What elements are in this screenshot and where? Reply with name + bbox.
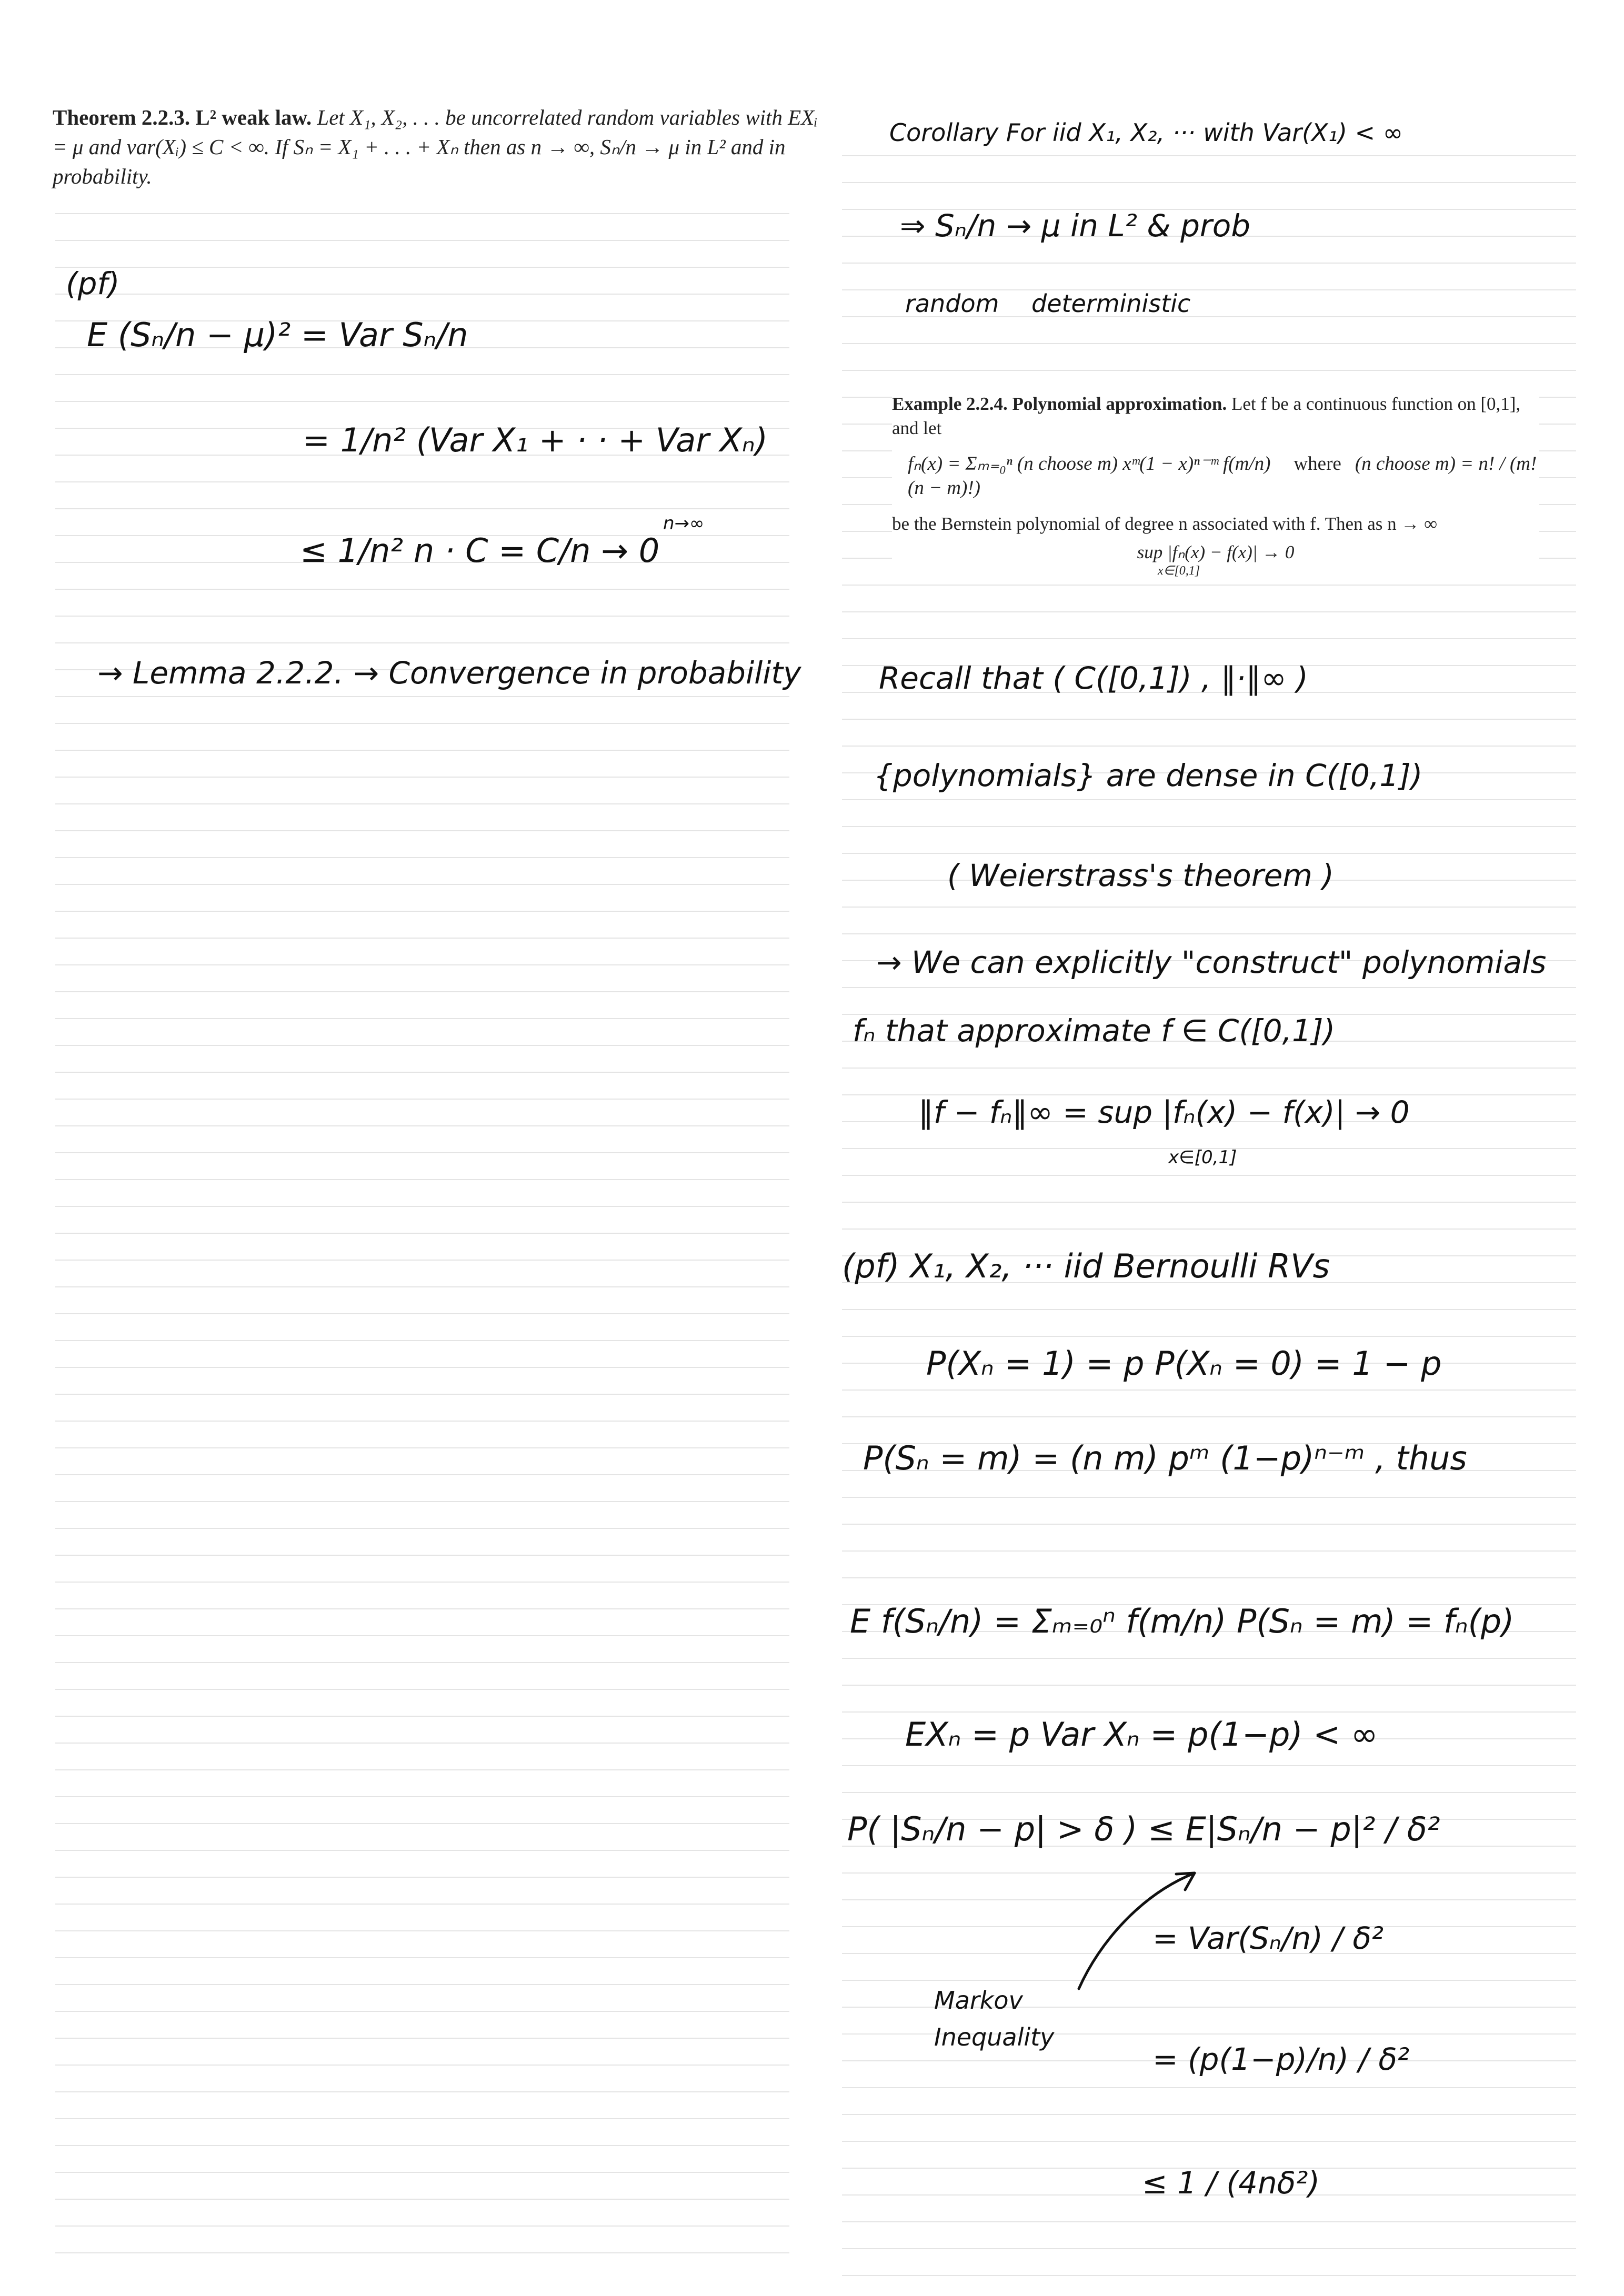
ruled-line	[55, 1018, 789, 1019]
ruled-line	[55, 401, 789, 402]
ruled-line	[842, 1765, 1576, 1766]
deterministic-label: deterministic	[1031, 289, 1191, 318]
ruled-line	[842, 1309, 1576, 1310]
ruled-line	[55, 1447, 789, 1448]
ruled-line	[55, 1877, 789, 1878]
ruled-line	[55, 1179, 789, 1180]
weierstrass-line: ( Weierstrass's theorem )	[947, 858, 1334, 893]
bernstein-definition: fₙ(x) = Σₘ₌₀ⁿ (n choose m) xᵐ(1 − x)ⁿ⁻ᵐ f(m/n)	[908, 453, 1271, 475]
ruled-line	[55, 1608, 789, 1609]
ruled-line	[842, 1792, 1576, 1793]
ruled-line	[55, 1850, 789, 1851]
ruled-line	[55, 2225, 789, 2227]
ruled-line	[842, 933, 1576, 934]
ruled-line	[55, 2199, 789, 2200]
density-line: {polynomials} are dense in C([0,1])	[874, 758, 1423, 793]
variance-sum-line: = 1/n² (Var X₁ + · · + Var Xₙ)	[303, 421, 768, 459]
bound-line: ≤ 1/n² n · C = C/n → 0	[300, 531, 660, 570]
theorem-heading: Theorem 2.2.3. L² weak law.	[53, 105, 312, 129]
variance-over-delta-line: = Var(Sₙ/n) / δ²	[1152, 1920, 1384, 1956]
ruled-line	[55, 2172, 789, 2173]
ruled-line	[55, 1313, 789, 1314]
ruled-line	[55, 1662, 789, 1663]
ruled-line	[842, 638, 1576, 639]
ruled-line	[55, 2091, 789, 2092]
ruled-line	[55, 1743, 789, 1744]
ruled-line	[842, 370, 1576, 371]
ruled-line	[55, 1555, 789, 1556]
ruled-line	[55, 1394, 789, 1395]
ruled-line	[842, 263, 1576, 264]
ruled-line	[842, 2114, 1576, 2115]
expectation-variance-line: E (Sₙ/n − μ)² = Var Sₙ/n	[87, 316, 468, 354]
sup-subscript: x∈[0,1]	[1157, 564, 1200, 578]
ruled-line	[55, 1716, 789, 1717]
ruled-line	[842, 2221, 1576, 2222]
ruled-line	[842, 853, 1576, 854]
ruled-line	[55, 1823, 789, 1824]
corollary-line: Corollary For iid X₁, X₂, ··· with Var(X₁) < ∞	[889, 118, 1404, 147]
approximate-line: fₙ that approximate f ∈ C([0,1])	[853, 1013, 1336, 1049]
ruled-line	[55, 1125, 789, 1126]
ruled-line	[842, 746, 1576, 747]
ruled-line	[842, 343, 1576, 344]
ruled-line	[55, 508, 789, 509]
binomial-definition: (n choose m) = n! / (m!(n − m)!)	[908, 453, 1537, 499]
example-heading: Example 2.2.4. Polynomial approximation.	[892, 394, 1227, 414]
ruled-line	[55, 2011, 789, 2012]
ruled-line	[55, 1367, 789, 1368]
random-label: random	[905, 289, 999, 318]
final-bound-line: ≤ 1 / (4nδ²)	[1142, 2165, 1320, 2201]
example-intro: Let f be a continuous function on [0,1], and let	[892, 394, 1521, 438]
binomial-distribution-line: P(Sₙ = m) = (n m) pᵐ (1−p)ⁿ⁻ᵐ , thus	[863, 1439, 1467, 1477]
theorem-box	[53, 103, 821, 191]
ruled-line	[55, 1421, 789, 1422]
ruled-line	[842, 1550, 1576, 1552]
ruled-line	[55, 1206, 789, 1207]
markov-label-2: Inequality	[934, 2023, 1055, 2051]
ruled-line	[55, 1072, 789, 1073]
where-word: where	[1294, 453, 1341, 475]
ruled-line	[55, 1582, 789, 1583]
sup-norm-line: ‖f − fₙ‖∞ = sup |fₙ(x) − f(x)| → 0	[918, 1094, 1410, 1130]
ruled-line	[55, 589, 789, 590]
proof-marker: (pf)	[66, 266, 120, 301]
ruled-line	[55, 938, 789, 939]
limit-annotation: n→∞	[663, 513, 705, 534]
ruled-line	[842, 1175, 1576, 1176]
ruled-line	[55, 642, 789, 643]
bernstein-formula	[908, 452, 1539, 500]
ruled-line	[55, 991, 789, 992]
ruled-line	[55, 2065, 789, 2066]
ruled-line	[55, 374, 789, 375]
ruled-line	[55, 723, 789, 724]
ruled-line	[55, 830, 789, 831]
ruled-line	[842, 2141, 1576, 2142]
ruled-line	[842, 1497, 1576, 1498]
ruled-line	[842, 1524, 1576, 1525]
ruled-line	[55, 777, 789, 778]
mean-variance-line: EXₙ = p Var Xₙ = p(1−p) < ∞	[905, 1715, 1378, 1754]
construct-line: → We can explicitly "construct" polynomials	[876, 944, 1547, 980]
ruled-line	[55, 616, 789, 617]
ruled-line	[842, 1202, 1576, 1203]
ruled-line	[55, 213, 789, 214]
ruled-line	[55, 1930, 789, 1931]
ruled-line	[55, 1474, 789, 1475]
ruled-line	[55, 696, 789, 697]
convergence-line: ⇒ Sₙ/n → μ in L² & prob	[900, 208, 1251, 244]
ruled-line	[842, 155, 1576, 156]
ruled-line	[842, 826, 1576, 827]
bernoulli-variance-line: = (p(1−p)/n) / δ²	[1152, 2041, 1410, 2077]
ruled-line	[55, 884, 789, 885]
bernoulli-probabilities: P(Xₙ = 1) = p P(Xₙ = 0) = 1 − p	[926, 1344, 1442, 1383]
ruled-line	[55, 2252, 789, 2253]
ruled-line	[842, 2248, 1576, 2249]
example-conclusion: be the Bernstein polynomial of degree n associated with f. Then as n → ∞	[892, 513, 1438, 534]
ruled-line	[842, 1389, 1576, 1391]
markov-bound-line: P( |Sₙ/n − p| > δ ) ≤ E|Sₙ/n − p|² / δ²	[847, 1810, 1440, 1848]
ruled-line	[55, 2145, 789, 2146]
example-box	[892, 392, 1539, 577]
recall-line: Recall that ( C([0,1]) , ‖·‖∞ )	[879, 660, 1308, 696]
ruled-line	[842, 799, 1576, 800]
markov-label-1: Markov	[934, 1986, 1023, 2015]
ruled-line	[842, 719, 1576, 720]
ruled-line	[842, 1068, 1576, 1069]
ruled-line	[55, 240, 789, 241]
ruled-line	[842, 1658, 1576, 1659]
ruled-line	[55, 1689, 789, 1690]
ruled-line	[55, 1260, 789, 1261]
ruled-line	[55, 481, 789, 482]
ruled-line	[55, 1635, 789, 1636]
ruled-line	[55, 803, 789, 804]
ruled-line	[55, 1796, 789, 1797]
ruled-line	[842, 987, 1576, 988]
ruled-line	[55, 2118, 789, 2119]
markov-arrow	[1068, 1862, 1226, 1994]
ruled-line	[842, 2087, 1576, 2088]
sup-domain-subscript: x∈[0,1]	[1168, 1147, 1237, 1168]
ruled-line	[842, 1336, 1576, 1337]
ruled-line	[842, 907, 1576, 908]
bernoulli-proof-line: (pf) X₁, X₂, ··· iid Bernoulli RVs	[842, 1247, 1330, 1285]
ruled-line	[842, 1685, 1576, 1686]
sup-expression: sup |fₙ(x) − f(x)| → 0	[1137, 542, 1295, 562]
ruled-line	[55, 1286, 789, 1287]
ruled-line	[55, 1045, 789, 1046]
ruled-line	[55, 1340, 789, 1341]
ruled-line	[55, 1769, 789, 1770]
ruled-line	[55, 911, 789, 912]
ruled-line	[55, 1152, 789, 1153]
expectation-identity-line: E f(Sₙ/n) = Σₘ₌₀ⁿ f(m/n) P(Sₙ = m) = fₙ(p)	[850, 1602, 1515, 1640]
ruled-line	[55, 964, 789, 965]
ruled-line	[842, 2275, 1576, 2276]
ruled-line	[842, 585, 1576, 586]
ruled-line	[55, 1957, 789, 1958]
ruled-line	[842, 182, 1576, 183]
ruled-line	[55, 857, 789, 858]
ruled-line	[842, 1416, 1576, 1417]
ruled-line	[55, 1984, 789, 1985]
ruled-line	[55, 1233, 789, 1234]
ruled-line	[842, 1577, 1576, 1578]
theorem-statement: Let X₁, X₂, . . . be uncorrelated random variables with EXᵢ = μ and var(Xᵢ) ≤ C < ∞. If Sₙ = X₁ + . . . + Xₙ then as n → ∞, Sₙ/n → μ in L² and in probability.	[53, 105, 818, 188]
ruled-line	[842, 1711, 1576, 1713]
ruled-line	[55, 1099, 789, 1100]
ruled-line	[55, 1528, 789, 1529]
ruled-line	[55, 1501, 789, 1502]
uniform-convergence	[892, 540, 1539, 577]
ruled-line	[55, 1904, 789, 1905]
ruled-line	[55, 294, 789, 295]
ruled-line	[55, 750, 789, 751]
ruled-line	[842, 611, 1576, 612]
ruled-line	[55, 2038, 789, 2039]
ruled-line	[55, 267, 789, 268]
lemma-reference-line: → Lemma 2.2.2. → Convergence in probability	[97, 655, 801, 691]
ruled-line	[842, 1228, 1576, 1230]
